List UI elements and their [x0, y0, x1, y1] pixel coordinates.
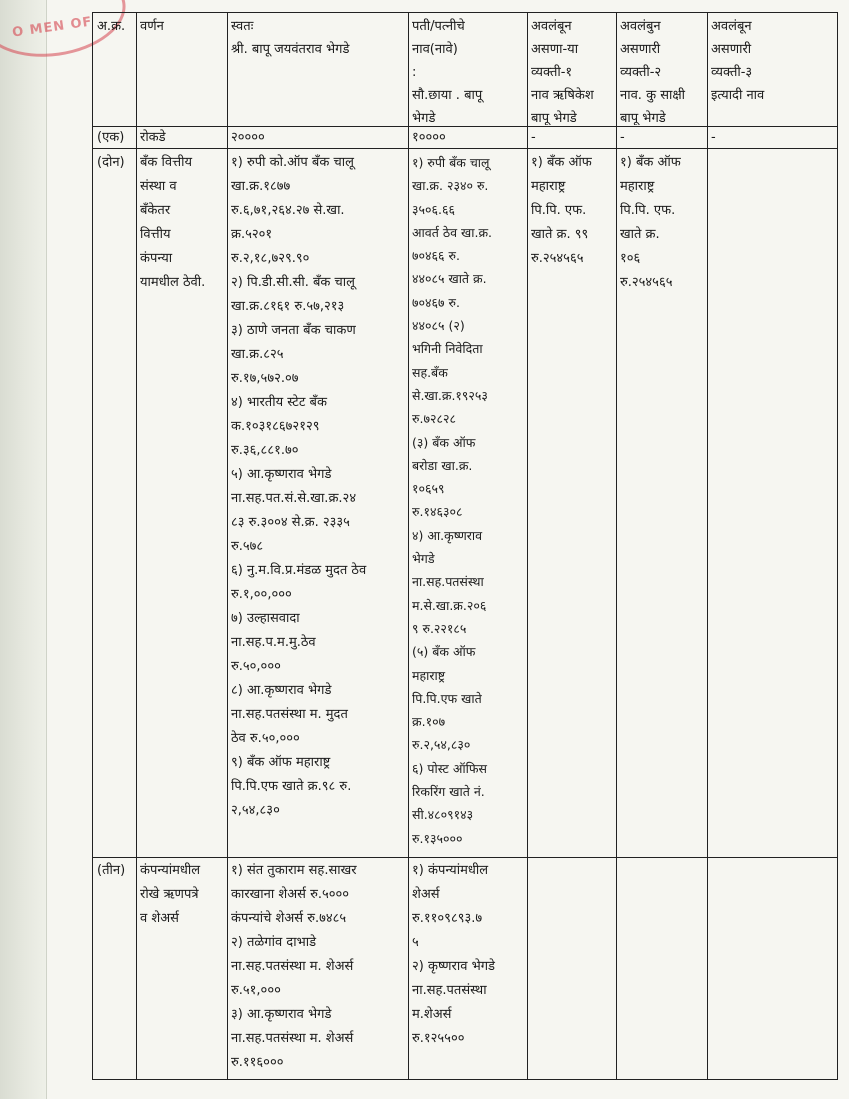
binding-strip [0, 0, 47, 1099]
row-cash-dependent-2: - [620, 130, 625, 145]
asset-table [92, 12, 838, 1080]
header-self: स्वतः श्री. बापू जयवंतराव भेगडे [231, 19, 350, 57]
row-shares-sr-no: (तीन) [97, 863, 126, 878]
header-dependent-1: अवलंबून असणा-या व्यक्ती-१ नाव ऋषिकेश बापू भेगडे [531, 19, 594, 125]
row-deposits-spouse: १) रुपी बँक चालू खा.क्र. २३४० रु. ३५०६.६६ आवर्त ठेव खा.क्र. ७०४६६ रु. ४४०८५ खाते क्र. ७०४६७ रु. ४४०८५ (२) भगिनी निवेदिता सह.बँक से.खा.क्र.१९२५३ रु.७२८२८ (३) बँक ऑफ बरोडा खा.क्र. १०६५९ रु.१४६३०८ ४) आ.कृष्णराव भेगडे ना.सह.पतसंस्था म.से.खा.क्र.२०६ ९ रु.२२१८५ (५) बँक ऑफ महाराष्ट्र पि.पि.एफ खाते क्र.१०७ रु.२,५४,८३० ६) पोस्ट ऑफिस रिकरिंग खाते नं. सी.४८०९१४३ रु.१३५००० [412, 155, 493, 846]
header-spouse: पती/पत्नीचे नाव(नावे) : सौ.छाया . बापू भेगडे [412, 19, 483, 125]
row-cash-spouse: १०००० [412, 130, 446, 145]
row-cash-dependent-1: - [531, 130, 536, 145]
row-cash-self: २०००० [231, 130, 265, 145]
row-divider [93, 857, 837, 858]
header-dependent-3: अवलंबून असणारी व्यक्ती-३ इत्यादी नाव [711, 19, 765, 103]
stamp-text: O MEN OF [11, 14, 94, 41]
row-deposits-self: १) रुपी को.ऑप बँक चालू खा.क्र.१८७७ रु.६,७१,२६४.२७ से.खा. क्र.५२०१ रु.२,१८,७२९.९० २) पि.डी.सी.सी. बँक चालू खा.क्र.८१६१ रु.५७,२१३ ३) ठाणे जनता बँक चाकण खा.क्र.८२५ रु.१७,५७२.०७ ४) भारतीय स्टेट बँक क.१०३१८६७२१२९ रु.३६,८८१.७० ५) आ.कृष्णराव भेगडे ना.सह.पत.सं.से.खा.क्र.२४ ८३ रु.३००४ से.क्र. २३३५ रु.५७८ ६) नु.म.वि.प्र.मंडळ मुदत ठेव रु.१,००,००० ७) उल्हासवादा ना.सह.प.म.मु.ठेव रु.५०,००० ८) आ.कृष्णराव भेगडे ना.सह.पतसंस्था म. मुदत ठेव रु.५०,००० ९) बँक ऑफ महाराष्ट्र पि.पि.एफ खाते क्र.९८ रु. २,५४,८३० [231, 155, 367, 818]
row-shares-description: कंपन्यांमधील रोखे ऋणपत्रे व शेअर्स [140, 863, 201, 926]
row-shares-spouse: १) कंपन्यांमधील शेअर्स रु.११०९८९३.७ ५ २) कृष्णराव भेगडे ना.सह.पतसंस्था म.शेअर्स रु.१२५५०० [412, 863, 495, 1046]
row-cash-dependent-3: - [711, 130, 716, 145]
header-dependent-2: अवलंबुन असणारी व्यक्ती-२ नाव. कु साक्षी बापू भेगडे [620, 19, 686, 125]
row-deposits-sr-no: (दोन) [97, 155, 125, 170]
row-shares-self: १) संत तुकाराम सह.साखर कारखाना शेअर्स रु.५००० कंपन्यांचे शेअर्स रु.७४८५ २) तळेगांव दाभाडे ना.सह.पतसंस्था म. शेअर्स रु.५१,००० ३) आ.कृष्णराव भेगडे ना.सह.पतसंस्था म. शेअर्स रु.११६००० [231, 863, 357, 1070]
row-deposits-description: बँक वित्तीय संस्था व बँकेतर वित्तीय कंपन्या यामधील ठेवी. [140, 155, 206, 290]
row-cash-description: रोकडे [140, 130, 166, 145]
col-divider [707, 13, 708, 1079]
row-cash-sr-no: (एक) [97, 130, 125, 145]
row-deposits-dependent-1: १) बँक ऑफ महाराष्ट्र पि.पि. एफ. खाते क्र. ९९ रु.२५४५६५ [531, 155, 592, 266]
header-sr-no: अ.क्र. [97, 19, 126, 34]
row-deposits-dependent-2: १) बँक ऑफ महाराष्ट्र पि.पि. एफ. खाते क्र. १०६ रु.२५४५६५ [620, 155, 681, 290]
row-divider [93, 148, 837, 149]
header-description: वर्णन [140, 19, 164, 34]
